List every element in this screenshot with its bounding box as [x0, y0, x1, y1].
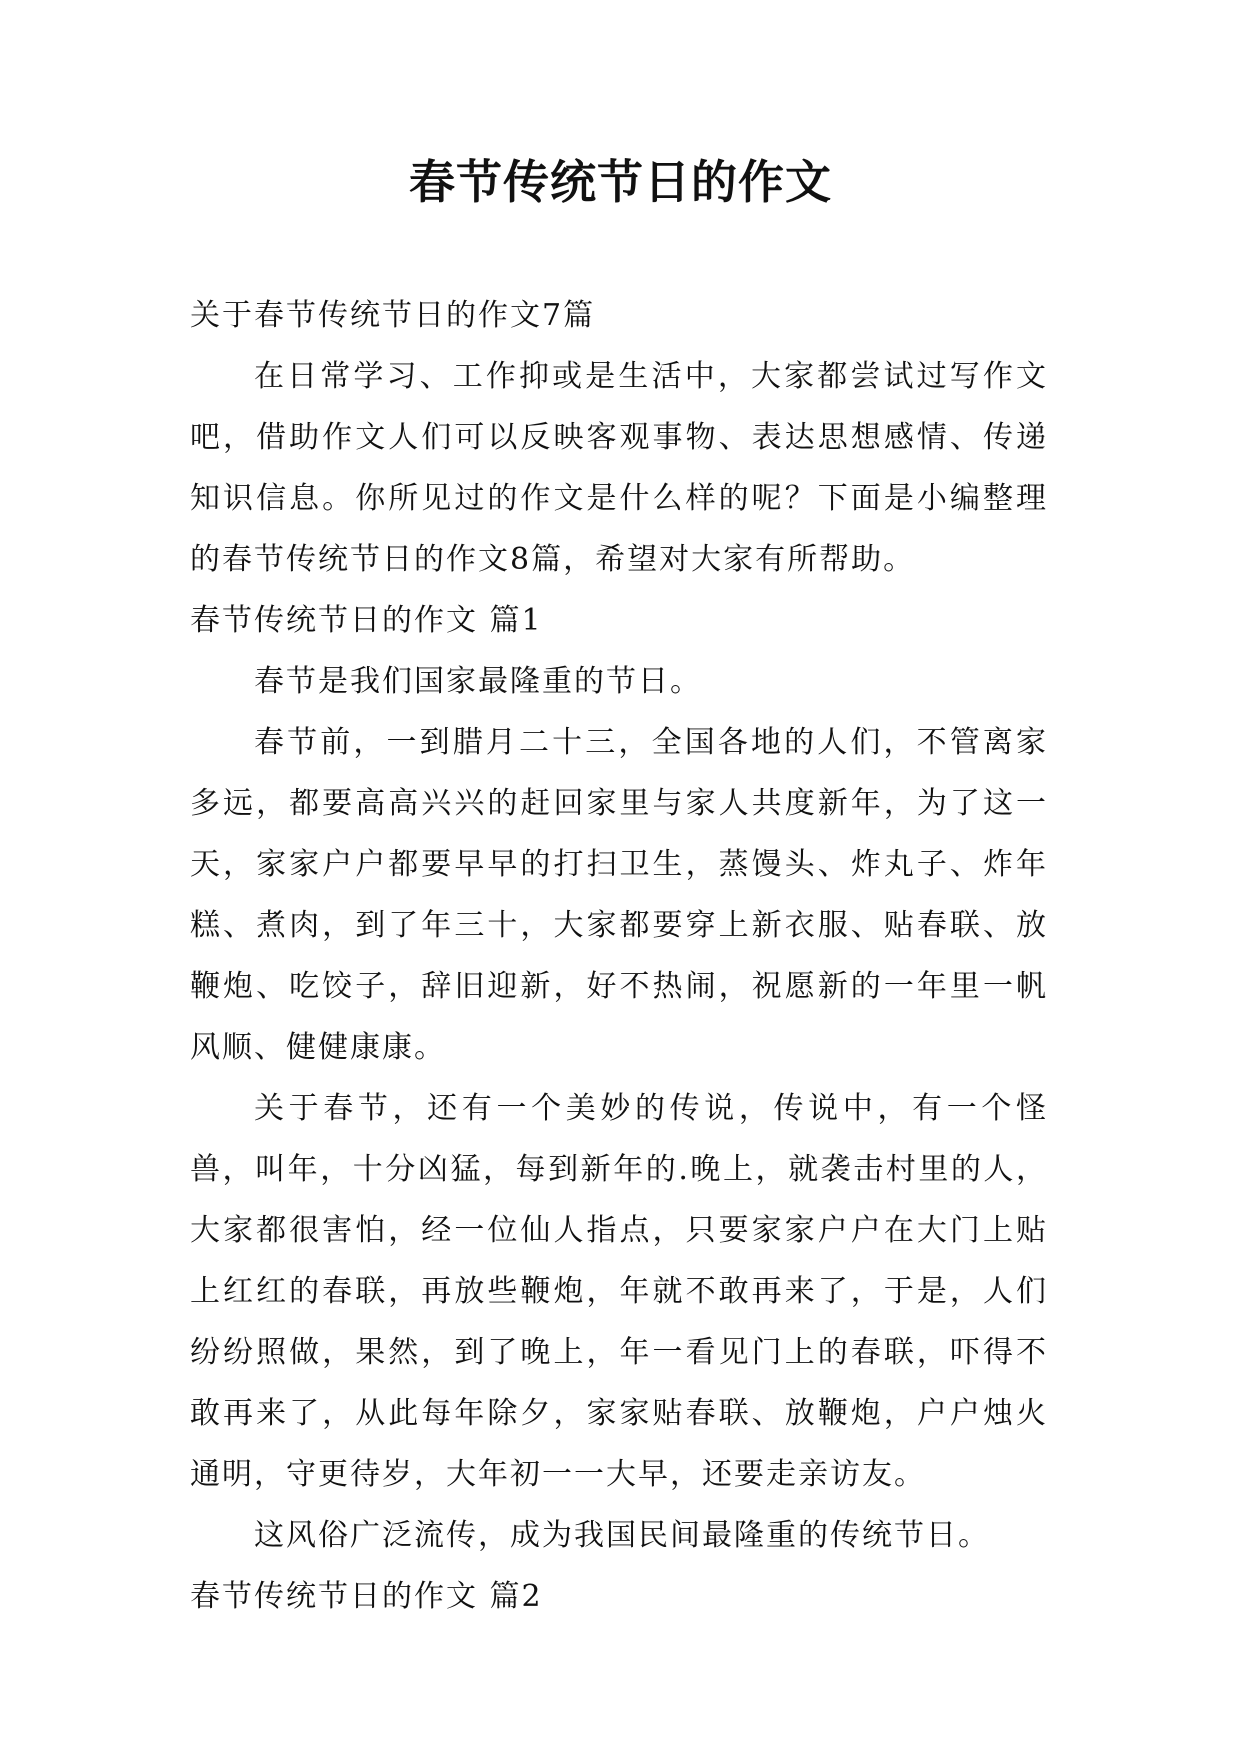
document-title: 春节传统节日的作文 — [409, 155, 832, 209]
section-heading-1: 春节传统节日的作文 篇1 — [190, 603, 543, 638]
intro-paragraph: 在日常学习、工作抑或是生活中，大家都尝试过写作文吧，借助作文人们可以反映客观事物、表达思想感情、传递知识信息。你所见过的作文是什么样的呢？下面是小编整理的春节传统节日的作文8篇，希望对大家有所帮助。 — [190, 359, 1048, 577]
document-body — [190, 285, 1048, 1627]
section-heading-2: 春节传统节日的作文 篇2 — [190, 1579, 543, 1614]
section-1-paragraph-2: 春节前，一到腊月二十三，全国各地的人们，不管离家多远，都要高高兴兴的赶回家里与家人共度新年，为了这一天，家家户户都要早早的打扫卫生，蒸馒头、炸丸子、炸年糕、煮肉，到了年三十，大家都要穿上新衣服、贴春联、放鞭炮、吃饺子，辞旧迎新，好不热闹，祝愿新的一年里一帆风顺、健健康康。 — [190, 725, 1048, 1065]
section-1-paragraph-1: 春节是我们国家最隆重的节日。 — [254, 664, 702, 699]
section-1-paragraph-4: 这风俗广泛流传，成为我国民间最隆重的传统节日。 — [254, 1518, 990, 1553]
document-subtitle: 关于春节传统节日的作文7篇 — [190, 298, 596, 333]
section-1-paragraph-3: 关于春节，还有一个美妙的传说，传说中，有一个怪兽，叫年，十分凶猛，每到新年的.晚上，就袭击村里的人，大家都很害怕，经一位仙人指点，只要家家户户在大门上贴上红红的春联，再放些鞭炮，年就不敢再来了，于是，人们纷纷照做，果然，到了晚上，年一看见门上的春联，吓得不敢再来了，从此每年除夕，家家贴春联、放鞭炮，户户烛火通明，守更待岁，大年初一一大早，还要走亲访友。 — [190, 1091, 1048, 1492]
